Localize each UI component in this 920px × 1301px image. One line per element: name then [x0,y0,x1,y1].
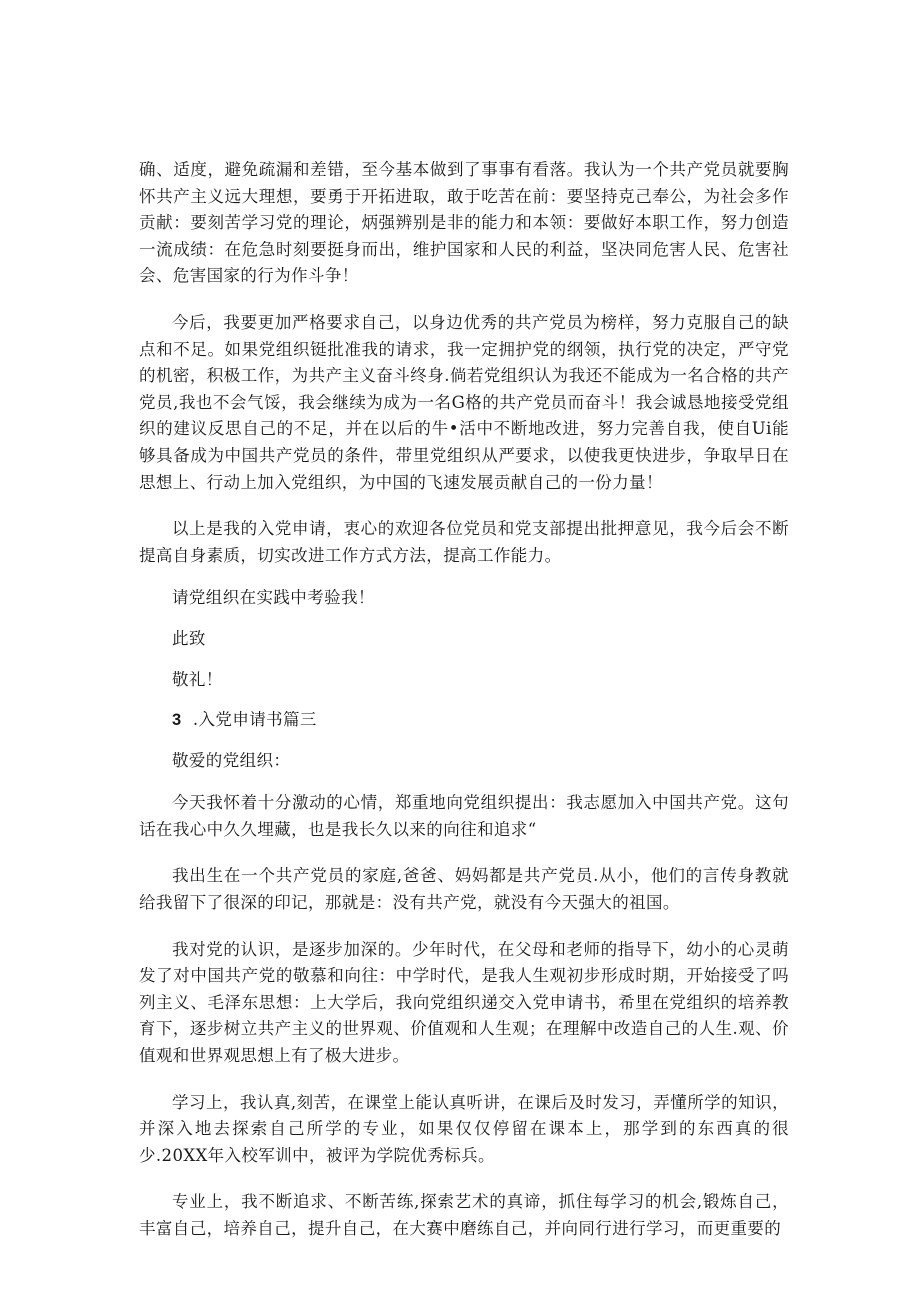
paragraph-9: 我出生在一个共产党员的家庭,爸爸、妈妈都是共产党员.从小，他们的言传身教就给我留下了很深的印记，那就是：没有共产党，就没有今天强大的祖国。 [139,866,789,913]
section-heading [139,707,789,734]
paragraph-8: 今天我怀着十分激动的心情，郑重地向党组织提出：我志愿加入中国共产党。这句话在我心中久久埋藏，也是我长久以来的向往和追求“ [139,793,789,839]
paragraph-3: 以上是我的入党申请，衷心的欢迎各位党员和党支部提出批押意见，我今后会不断提高自身素质，切实改进工作方式方法，提高工作能力。 [139,519,789,565]
section-number: 3 [172,711,182,730]
closing-respect: 敬礼！ [172,669,223,689]
paragraph-10: 我对党的认识，是逐步加深的。少年时代，在父母和老师的指导下，幼小的心灵萌发了对中国共产党的敬慕和向往：中学时代，是我人生观初步形成时期，开始接受了吗列主义、毛泽东思想：上大学后，我向党组织递交入党申请书，希里在党组织的培养教育下，逐步树立共产主义的世界观、价值观和人生观；在理解中改造自己的人生.观、价值观和世界观思想上有了极大进步。 [139,939,789,1066]
closing-salutation: 此致 [172,628,206,648]
greeting: 敬爱的党组织： [172,750,291,770]
paragraph-2: 今后，我要更加严格要求自己，以身边优秀的共产党员为榜样，努力克服自己的缺点和不足。如果党组织铤批准我的请求，我一定拥护党的纲领，执行党的决定，严守党的机密，积极工作，为共产主义奋斗终身.倘若党组织认为我还不能成为一名合格的共产党员,我也不会气馁，我会继续为成为一名G格的共产党员而奋斗！我会诚恳地接受党组织的建议反思自己的不足，并在以后的牛•活中不断地改进，努力完善自我，使自Ui能够具备成为中国共产党员的条件，带里党组织从严要求，以使我更快进步，争取早日在思想上、行动上加入党组织，为中国的飞速发展贡献自己的一份力量！ [139,312,789,492]
section-title: .入党申请书篇三 [181,710,317,730]
paragraph-12: 专业上，我不断追求、不断苦练,探索艺术的真谛，抓住每学习的机会,锻炼自己，丰富自己，培养自己，提升自己，在大赛中磨练自己，并向同行进行学习，而更重要的 [139,1192,789,1238]
paragraph-4: 请党组织在实践中考验我！ [172,588,375,608]
paragraph-1: 确、适度，避免疏漏和差错，至今基本做到了事事有看落。我认为一个共产党员就要胸怀共产主义远大理想，要勇于开拓进取，敢于吃苦在前：要坚持克己奉公，为社会多作贡献：要刻苦学习党的理论，炳强辨别是非的能力和本领：要做好本职工作，努力创造一流成绩：在危急时刻要挺身而出，维护国家和人民的利益，坚决同危害人民、危害社会、危害国家的行为作斗争！ [139,160,789,286]
document-page [139,157,789,1243]
paragraph-11: 学习上，我认真,刻苦，在课堂上能认真听讲，在课后及时发习，弄懂所学的知识，并深入地去探索自己所学的专业，如果仅仅停留在课本上，那学到的东西真的很少.20XX年入校军训中，被评为学院优秀标兵。 [139,1092,789,1165]
